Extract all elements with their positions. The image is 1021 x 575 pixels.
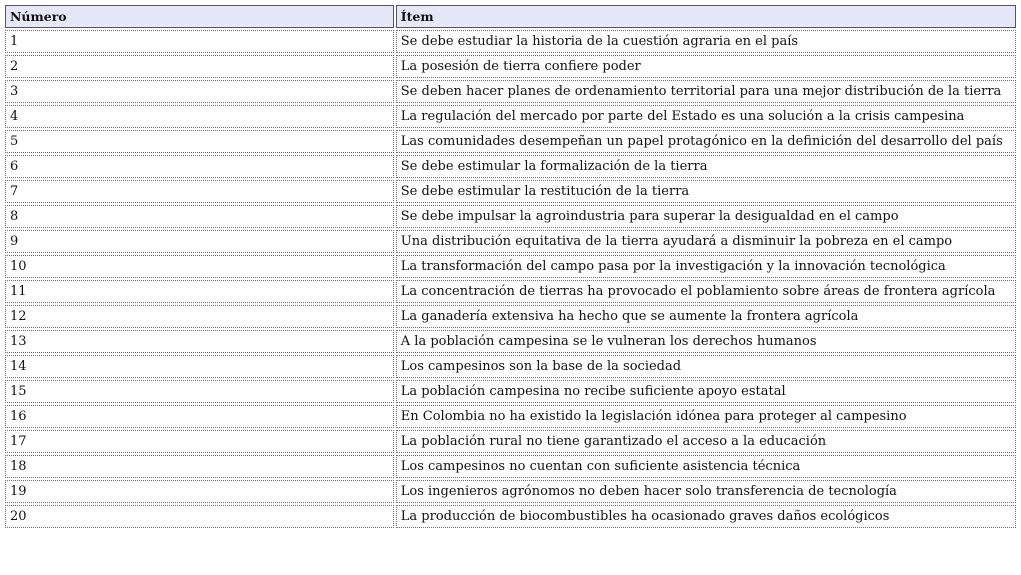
row-item: La producción de biocombustibles ha ocasionado graves daños ecológicos [396, 505, 1016, 528]
table-row [5, 130, 1016, 153]
row-number: 8 [5, 205, 394, 228]
header-item: Ítem [396, 5, 1016, 28]
table-row [5, 480, 1016, 503]
table-row [5, 80, 1016, 103]
table-row [5, 330, 1016, 353]
row-item: Se deben hacer planes de ordenamiento territorial para una mejor distribución de la tierra [396, 80, 1016, 103]
row-number: 13 [5, 330, 394, 353]
row-item: Se debe estudiar la historia de la cuestión agraria en el país [396, 30, 1016, 53]
row-number: 11 [5, 280, 394, 303]
table-row [5, 430, 1016, 453]
row-number: 5 [5, 130, 394, 153]
row-item: La población campesina no recibe suficiente apoyo estatal [396, 380, 1016, 403]
row-number: 12 [5, 305, 394, 328]
table-row [5, 355, 1016, 378]
row-item: La ganadería extensiva ha hecho que se aumente la frontera agrícola [396, 305, 1016, 328]
row-number: 20 [5, 505, 394, 528]
header-row [5, 5, 1016, 28]
row-number: 7 [5, 180, 394, 203]
row-number: 16 [5, 405, 394, 428]
row-number: 18 [5, 455, 394, 478]
row-number: 3 [5, 80, 394, 103]
row-item: En Colombia no ha existido la legislación idónea para proteger al campesino [396, 405, 1016, 428]
row-item: Los ingenieros agrónomos no deben hacer solo transferencia de tecnología [396, 480, 1016, 503]
table-row [5, 105, 1016, 128]
row-item: Se debe estimular la formalización de la tierra [396, 155, 1016, 178]
row-number: 10 [5, 255, 394, 278]
table-row [5, 505, 1016, 528]
header-number: Número [5, 5, 394, 28]
row-item: Los campesinos no cuentan con suficiente asistencia técnica [396, 455, 1016, 478]
row-number: 15 [5, 380, 394, 403]
row-number: 14 [5, 355, 394, 378]
row-number: 4 [5, 105, 394, 128]
table-row [5, 55, 1016, 78]
table-row [5, 180, 1016, 203]
row-item: Se debe estimular la restitución de la tierra [396, 180, 1016, 203]
row-item: Los campesinos son la base de la sociedad [396, 355, 1016, 378]
table-row [5, 455, 1016, 478]
row-number: 17 [5, 430, 394, 453]
row-item: La transformación del campo pasa por la investigación y la innovación tecnológica [396, 255, 1016, 278]
table-row [5, 30, 1016, 53]
table-body [5, 30, 1016, 528]
row-number: 9 [5, 230, 394, 253]
row-item: La posesión de tierra confiere poder [396, 55, 1016, 78]
row-item: Una distribución equitativa de la tierra ayudará a disminuir la pobreza en el campo [396, 230, 1016, 253]
table-row [5, 230, 1016, 253]
row-number: 6 [5, 155, 394, 178]
row-item: Se debe impulsar la agroindustria para superar la desigualdad en el campo [396, 205, 1016, 228]
items-table [3, 3, 1018, 530]
row-item: La población rural no tiene garantizado el acceso a la educación [396, 430, 1016, 453]
table-row [5, 205, 1016, 228]
row-number: 2 [5, 55, 394, 78]
table-row [5, 405, 1016, 428]
row-item: A la población campesina se le vulneran los derechos humanos [396, 330, 1016, 353]
table-row [5, 305, 1016, 328]
row-number: 19 [5, 480, 394, 503]
table-row [5, 255, 1016, 278]
row-item: Las comunidades desempeñan un papel protagónico en la definición del desarrollo del país [396, 130, 1016, 153]
row-item: La regulación del mercado por parte del Estado es una solución a la crisis campesina [396, 105, 1016, 128]
row-number: 1 [5, 30, 394, 53]
row-item: La concentración de tierras ha provocado el poblamiento sobre áreas de frontera agrícola [396, 280, 1016, 303]
table-row [5, 380, 1016, 403]
table-row [5, 155, 1016, 178]
table-row [5, 280, 1016, 303]
